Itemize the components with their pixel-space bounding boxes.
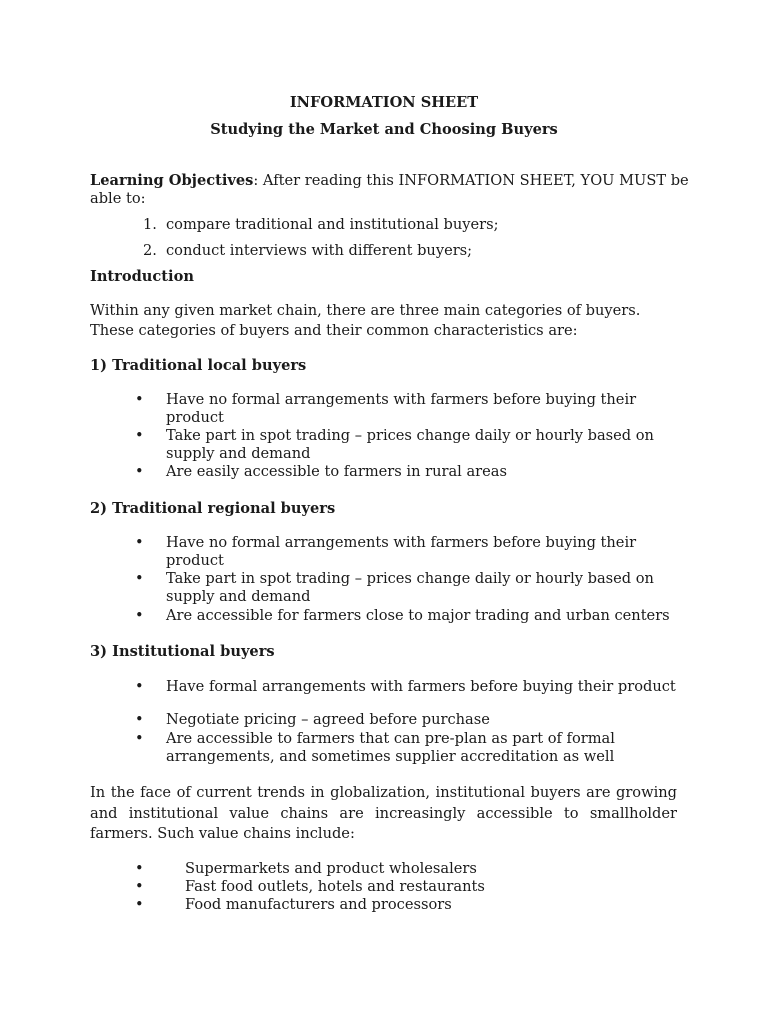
bullet-item: Take part in spot trading – prices change daily or hourly based on — [166, 427, 654, 444]
bullet-icon: • — [135, 463, 144, 480]
bullet-item: Take part in spot trading – prices change daily or hourly based on — [166, 570, 654, 587]
bullet-icon: • — [135, 607, 144, 624]
objectives-text-continued: able to: — [90, 190, 146, 207]
bullet-icon: • — [135, 896, 144, 913]
objective-number: 1. — [143, 216, 157, 233]
document-subtitle: Studying the Market and Choosing Buyers — [210, 121, 558, 138]
bullet-icon: • — [135, 534, 144, 551]
introduction-text: These categories of buyers and their common characteristics are: — [90, 322, 578, 339]
bullet-item-continued: product — [166, 552, 224, 569]
bullet-item-continued: product — [166, 409, 224, 426]
bullet-item: Negotiate pricing – agreed before purchase — [166, 711, 490, 728]
bullet-item: Have formal arrangements with farmers before buying their product — [166, 678, 676, 695]
document-title: INFORMATION SHEET — [289, 94, 479, 111]
bullet-icon: • — [135, 730, 144, 747]
objectives-line-1 — [90, 172, 689, 190]
bullet-icon: • — [135, 678, 144, 695]
closing-text: In the face of current trends in globalization, institutional buyers are growing — [90, 784, 677, 801]
section-heading: 2) Traditional regional buyers — [90, 500, 336, 517]
objective-item: conduct interviews with different buyers; — [166, 242, 473, 259]
section-heading: 3) Institutional buyers — [90, 643, 275, 660]
bullet-icon: • — [135, 860, 144, 877]
bullet-item: Fast food outlets, hotels and restaurants — [185, 878, 485, 895]
objective-number: 2. — [143, 242, 157, 259]
bullet-item: Are accessible to farmers that can pre-plan as part of formal — [166, 730, 615, 747]
bullet-item: Supermarkets and product wholesalers — [185, 860, 477, 877]
bullet-item-continued: supply and demand — [166, 445, 311, 462]
introduction-text: Within any given market chain, there are three main categories of buyers. — [90, 302, 641, 319]
bullet-icon: • — [135, 391, 144, 408]
bullet-item-continued: arrangements, and sometimes supplier accreditation as well — [166, 748, 615, 765]
bullet-item: Food manufacturers and processors — [185, 896, 452, 913]
bullet-item: Are accessible for farmers close to major trading and urban centers — [166, 607, 670, 624]
closing-text: farmers. Such value chains include: — [90, 825, 355, 842]
bullet-item: Are easily accessible to farmers in rural areas — [166, 463, 507, 480]
bullet-icon: • — [135, 570, 144, 587]
closing-text: and institutional value chains are increasingly accessible to smallholder — [90, 805, 677, 822]
introduction-heading: Introduction — [90, 268, 194, 285]
bullet-icon: • — [135, 427, 144, 444]
objectives-label: Learning Objectives — [90, 172, 254, 189]
bullet-icon: • — [135, 878, 144, 895]
objectives-text: : After reading this INFORMATION SHEET, YOU MUST be — [253, 172, 689, 189]
bullet-item: Have no formal arrangements with farmers before buying their — [166, 534, 637, 551]
objective-item: compare traditional and institutional buyers; — [166, 216, 499, 233]
section-heading: 1) Traditional local buyers — [90, 357, 307, 374]
bullet-item: Have no formal arrangements with farmers before buying their — [166, 391, 637, 408]
bullet-item-continued: supply and demand — [166, 588, 311, 605]
bullet-icon: • — [135, 711, 144, 728]
